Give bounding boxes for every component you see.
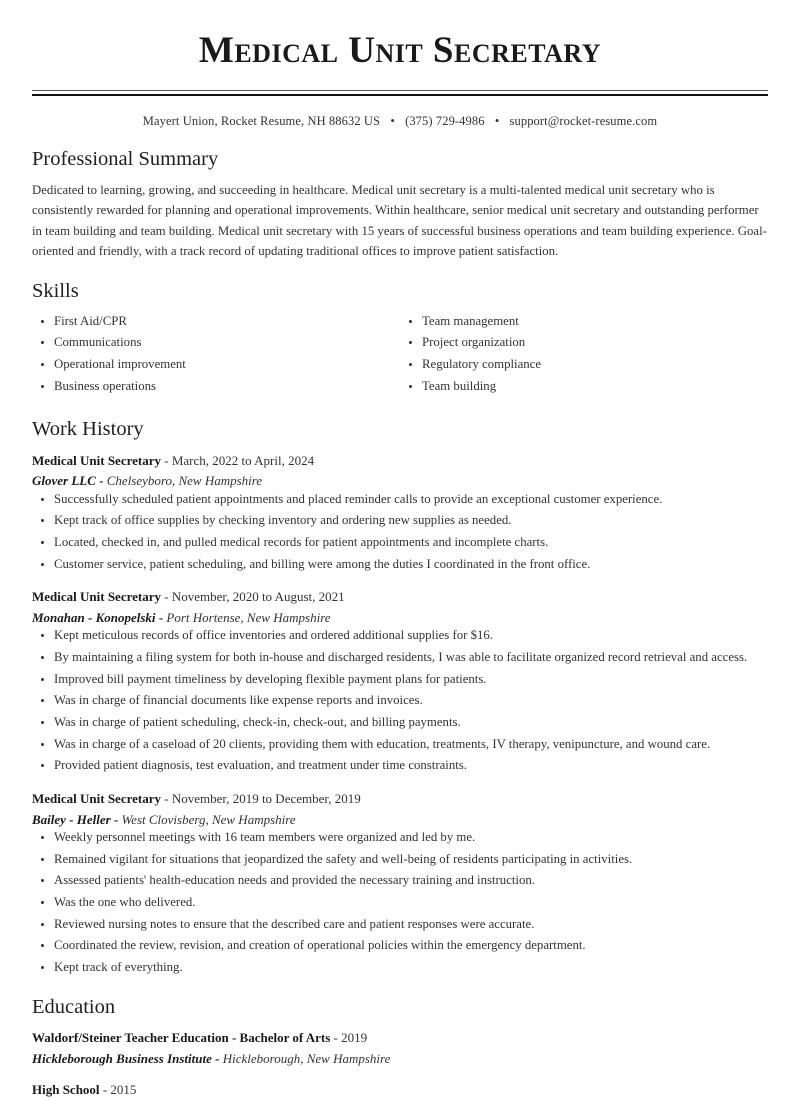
job-bullet-item: Reviewed nursing notes to ensure that the described care and patient responses were accurate.: [32, 916, 768, 934]
job-company-dash: -: [95, 473, 107, 489]
divider-line-bottom: [32, 94, 768, 96]
job-entry: [32, 587, 768, 775]
job-location: West Clovisberg, New Hampshire: [121, 811, 296, 827]
section-heading-skills: Skills: [32, 280, 79, 303]
job-bullet-item: Weekly personnel meetings with 16 team members were organized and led by me.: [32, 829, 768, 847]
skills-columns: [32, 313, 768, 400]
skill-item: First Aid/CPR: [32, 313, 400, 331]
job-bullet-list: [32, 627, 768, 775]
education-location: Hickleborough, New Hampshire: [222, 1050, 391, 1066]
job-dates: November, 2020 to August, 2021: [171, 589, 345, 605]
education-year: - 2015: [99, 1082, 137, 1098]
skill-item: Operational improvement: [32, 356, 400, 374]
skill-item: Team building: [400, 378, 768, 396]
job-bullet-item: Was in charge of a caseload of 20 clients, providing them with education, treatments, IV therapy, venipuncture, and wound care.: [32, 736, 768, 754]
section-heading-work-history: Work History: [32, 418, 144, 441]
contact-phone: (375) 729-4986: [405, 113, 485, 128]
job-bullet-item: Assessed patients' health-education needs and provided the necessary training and instruction.: [32, 872, 768, 890]
job-title: Medical Unit Secretary: [32, 589, 161, 605]
job-company-line: [32, 608, 768, 628]
skill-item: Communications: [32, 334, 400, 352]
skills-column-left: [32, 313, 400, 400]
section-skills: [32, 279, 768, 399]
page-title: Medical Unit Secretary: [198, 30, 602, 71]
job-company-dash: -: [110, 811, 122, 827]
job-bullet-item: By maintaining a filing system for both in-house and discharged residents, I was able to facilitate organized record retrieval and access.: [32, 649, 768, 667]
job-title: Medical Unit Secretary: [32, 452, 161, 468]
job-bullet-list: [32, 491, 768, 574]
job-bullet-item: Coordinated the review, revision, and creation of operational policies within the emergency department.: [32, 937, 768, 955]
job-company-dash: -: [155, 609, 167, 625]
job-dates: March, 2022 to April, 2024: [171, 452, 315, 468]
education-list: [32, 1028, 768, 1100]
job-bullet-item: Improved bill payment timeliness by developing flexible payment plans for patients.: [32, 671, 768, 689]
education-entry: [32, 1028, 768, 1068]
education-institute: Hickleborough Business Institute: [32, 1050, 212, 1066]
education-program: Waldorf/Steiner Teacher Education: [32, 1030, 229, 1046]
job-bullet-item: Successfully scheduled patient appointments and placed reminder calls to provide an exceptional customer experience.: [32, 491, 768, 509]
contact-address: Mayert Union, Rocket Resume, NH 88632 US: [142, 113, 381, 128]
header-divider: [32, 90, 768, 96]
job-company: Monahan - Konopelski: [32, 609, 156, 625]
skills-column-right: [400, 313, 768, 400]
job-bullet-item: Kept track of office supplies by checking inventory and ordering new supplies as needed.: [32, 512, 768, 530]
contact-info: [32, 114, 768, 129]
skill-item: Project organization: [400, 334, 768, 352]
section-heading-summary: Professional Summary: [32, 147, 219, 170]
summary-text: Dedicated to learning, growing, and succeeding in healthcare. Medical unit secretary is a multi-talented medical unit secretary who is consistently rewarded for planning and operational improvements. Within healthcare, senior medical unit secretary and outstanding performer in team building and team building. Medical unit secretary with 15 years of successful business operations and team building experience. Goal-oriented and friendly, with a track record of updating traditional offices to improve patient satisfaction.: [32, 183, 767, 258]
section-professional-summary: [32, 147, 768, 261]
job-title-dash: -: [161, 452, 172, 468]
skills-list-right: [400, 313, 768, 396]
job-bullet-item: Was in charge of patient scheduling, check-in, check-out, and billing payments.: [32, 714, 768, 732]
job-bullet-list: [32, 829, 768, 977]
job-company: Glover LLC: [32, 473, 96, 489]
education-title-line: [32, 1080, 768, 1100]
contact-email: support@rocket-resume.com: [509, 113, 658, 128]
section-education: [32, 995, 768, 1100]
job-title-line: [32, 451, 768, 471]
job-title-dash: -: [161, 589, 172, 605]
education-entry: [32, 1080, 768, 1100]
job-entry: [32, 789, 768, 977]
education-program: High School: [32, 1082, 100, 1098]
job-dates: November, 2019 to December, 2019: [171, 791, 361, 807]
section-work-history: [32, 417, 768, 976]
job-bullet-item: Customer service, patient scheduling, and billing were among the duties I coordinated in the front office.: [32, 556, 768, 574]
education-title-line: [32, 1028, 768, 1048]
job-title: Medical Unit Secretary: [32, 791, 161, 807]
contact-separator-2: •: [494, 113, 500, 128]
education-institute-dash: -: [211, 1050, 223, 1066]
job-bullet-item: Kept track of everything.: [32, 959, 768, 977]
job-entry: [32, 451, 768, 574]
section-heading-education: Education: [32, 995, 116, 1018]
job-company-line: [32, 471, 768, 491]
job-bullet-item: Was the one who delivered.: [32, 894, 768, 912]
education-degree: - Bachelor of Arts: [228, 1030, 331, 1046]
job-company-line: [32, 810, 768, 830]
job-location: Port Hortense, New Hampshire: [166, 609, 331, 625]
job-title-dash: -: [161, 791, 172, 807]
job-title-line: [32, 789, 768, 809]
job-bullet-item: Provided patient diagnosis, test evaluation, and treatment under time constraints.: [32, 757, 768, 775]
education-year: - 2019: [330, 1030, 368, 1046]
skill-item: Business operations: [32, 378, 400, 396]
work-history-list: [32, 451, 768, 977]
job-bullet-item: Was in charge of financial documents like expense reports and invoices.: [32, 692, 768, 710]
contact-separator-1: •: [390, 113, 395, 128]
job-company: Bailey - Heller: [32, 811, 111, 827]
job-bullet-item: Kept meticulous records of office inventories and ordered additional supplies for $16.: [32, 627, 768, 645]
skills-list-left: [32, 313, 400, 396]
job-bullet-item: Remained vigilant for situations that jeopardized the safety and well-being of residents participating in activities.: [32, 851, 768, 869]
skill-item: Regulatory compliance: [400, 356, 768, 374]
job-bullet-item: Located, checked in, and pulled medical records for patient appointments and incomplete charts.: [32, 534, 768, 552]
skill-item: Team management: [400, 313, 768, 331]
education-institute-line: [32, 1049, 768, 1069]
job-location: Chelseyboro, New Hampshire: [106, 473, 263, 489]
job-title-line: [32, 587, 768, 607]
